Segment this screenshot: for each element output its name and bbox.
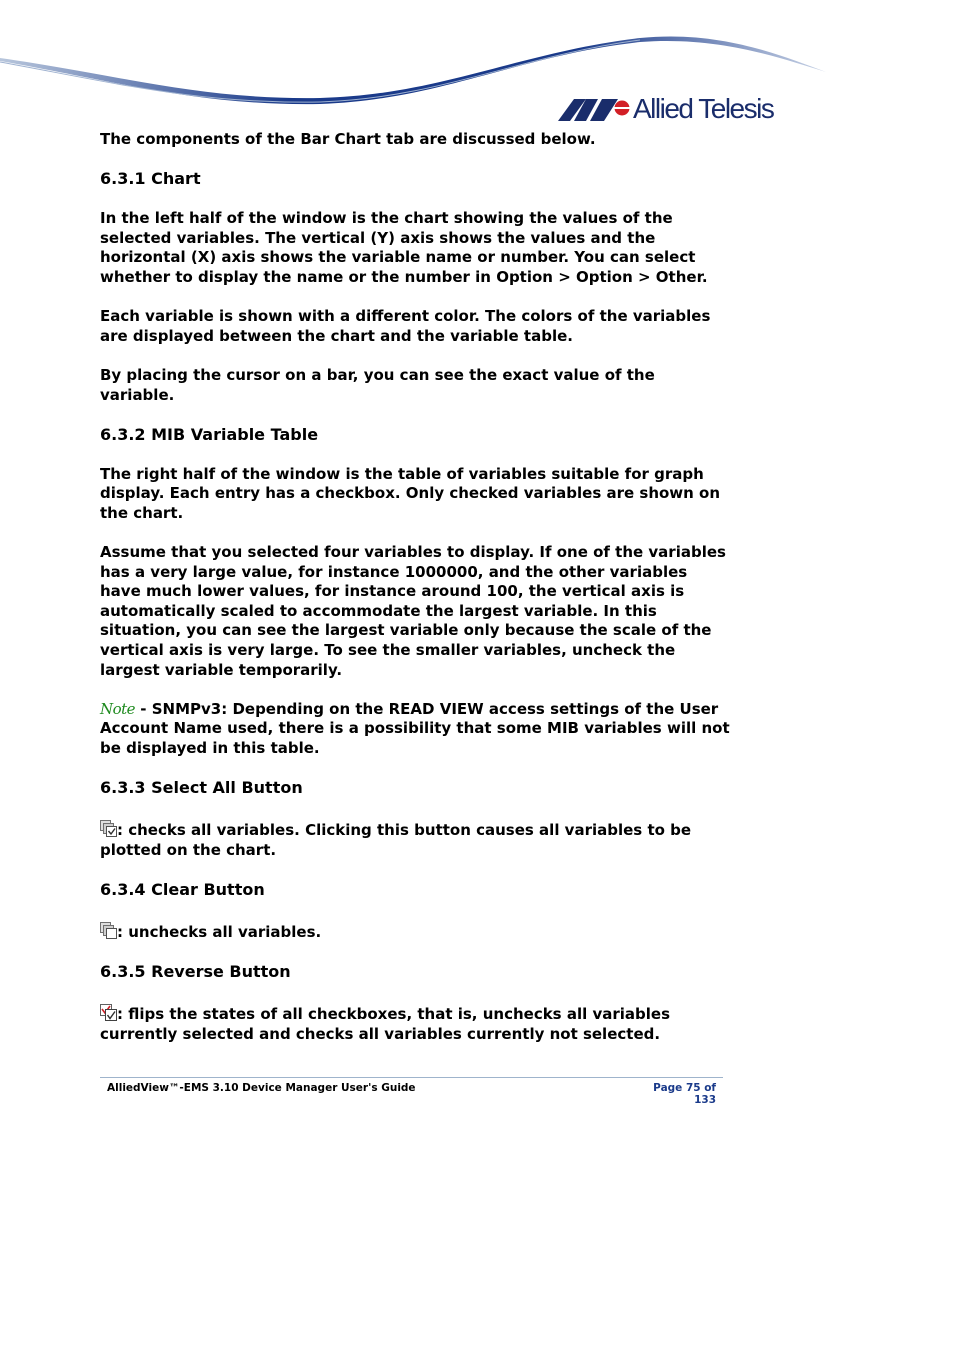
note-label: Note [100, 699, 136, 718]
clear-icon [100, 922, 117, 939]
chart-paragraph-3: By placing the cursor on a bar, you can see the exact value of the variable. [100, 365, 655, 404]
footer-page-number: Page 75 of 133 [653, 1082, 716, 1106]
footer-title: AlliedView™-EMS 3.10 Device Manager User's Guide [107, 1082, 416, 1094]
footer-rule [100, 1077, 723, 1078]
heading-reverse: 6.3.5 Reverse Button [100, 962, 291, 982]
heading-clear: 6.3.4 Clear Button [100, 880, 265, 899]
reverse-text: : flips the states of all checkboxes, that is, unchecks all variables currently selected and checks all variables currently not selected. [100, 1005, 671, 1043]
heading-mib-table: 6.3.2 MIB Variable Table [100, 424, 319, 444]
chart-paragraph-1: In the left half of the window is the chart showing the values of the selected variables. The vertical (Y) axis shows the values and the horizontal (X) axis shows the variable name or number. You can select whether to display the name or the number in Option > Option > Other. [100, 209, 708, 286]
select-all-icon [100, 820, 117, 837]
header-swoosh [0, 0, 954, 130]
heading-chart: 6.3.1 Chart [100, 169, 201, 189]
select-all-text: : checks all variables. Clicking this button causes all variables to be plotted on the chart. [100, 821, 692, 859]
reverse-icon [100, 1004, 117, 1021]
intro-paragraph: The components of the Bar Chart tab are discussed below. [100, 130, 596, 148]
brand-name: Allied Telesis [633, 93, 774, 124]
reverse-paragraph [100, 1004, 730, 1044]
clear-paragraph [100, 922, 730, 943]
document-body [100, 130, 730, 1064]
chart-paragraph-2: Each variable is shown with a different color. The colors of the variables are displayed between the chart and the variable table. [100, 307, 711, 345]
note-text: - SNMPv3: Depending on the READ VIEW access settings of the User Account Name used, there is a possibility that some MIB variables will not be displayed in this table. [100, 699, 730, 758]
heading-select-all: 6.3.3 Select All Button [100, 778, 303, 798]
note-paragraph [100, 700, 730, 759]
mib-paragraph-1: The right half of the window is the table of variables suitable for graph display. Each entry has a checkbox. Only checked variables are shown on the chart. [100, 464, 721, 522]
select-all-paragraph [100, 820, 730, 860]
mib-paragraph-2: Assume that you selected four variables to display. If one of the variables has a very large value, for instance 1000000, and the other variables have much lower values, for instance around 100, the vertical axis is automatically scaled to accommodate the largest variable. In this situation, you can see the largest variable only because the scale of the vertical axis is very large. To see the smaller variables, uncheck the largest variable temporarily. [100, 543, 726, 679]
clear-text: : unchecks all variables. [117, 923, 322, 941]
